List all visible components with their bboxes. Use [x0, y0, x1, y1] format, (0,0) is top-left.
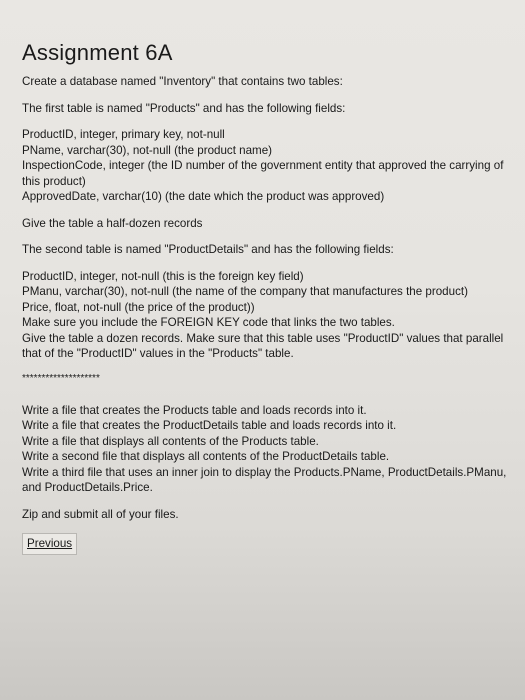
field-line: Price, float, not-null (the price of the product))	[22, 300, 255, 314]
table1-intro: The first table is named "Products" and has the following fields:	[22, 101, 346, 115]
field-line: PName, varchar(30), not-null (the product name)	[22, 143, 273, 157]
intro-text: Create a database named "Inventory" that contains two tables:	[22, 75, 343, 88]
assignment-page	[22, 40, 512, 555]
submit-instruction: Zip and submit all of your files.	[22, 507, 179, 521]
field-line: InspectionCode, integer (the ID number of the government entity that approved the carrying of this product)	[22, 159, 504, 188]
task-item: Write a third file that uses an inner join to display the Products.PName, ProductDetails.PManu, and ProductDetails.Price.	[22, 465, 507, 494]
task-item: Write a file that creates the ProductDetails table and loads records into it.	[22, 419, 397, 432]
separator: ********************	[22, 372, 100, 384]
field-line: ProductID, integer, primary key, not-null	[22, 128, 225, 141]
field-line: Make sure you include the FOREIGN KEY code that links the two tables.	[22, 316, 395, 329]
previous-button[interactable]: Previous	[22, 533, 77, 555]
field-line: ProductID, integer, not-null (this is the foreign key field)	[22, 269, 304, 283]
task-list	[22, 403, 512, 496]
task-item: Write a file that displays all contents of the Products table.	[22, 434, 319, 448]
field-line: PManu, varchar(30), not-null (the name of the company that manufactures the product)	[22, 285, 468, 298]
task-item: Write a second file that displays all contents of the ProductDetails table.	[22, 450, 390, 463]
task-item: Write a file that creates the Products table and loads records into it.	[22, 403, 367, 417]
field-line: Give the table a dozen records. Make sure that this table uses "ProductID" values that parallel that of the "ProductID" values in the "Products" table.	[22, 331, 504, 360]
table2-fields	[22, 269, 512, 362]
table1-records: Give the table a half-dozen records	[22, 216, 203, 230]
table1-fields	[22, 127, 512, 205]
table2-intro: The second table is named "ProductDetails" and has the following fields:	[22, 243, 394, 256]
page-title: Assignment 6A	[22, 40, 173, 65]
field-line: ApprovedDate, varchar(10) (the date which the product was approved)	[22, 190, 385, 203]
